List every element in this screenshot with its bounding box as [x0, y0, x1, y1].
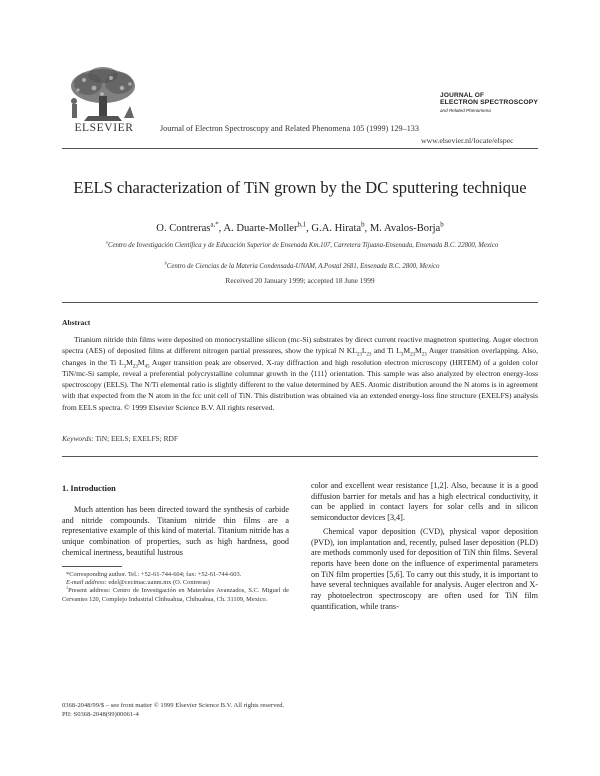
- author-list: O. Contreras$^{a,*}$, A. Duarte-Moller$^{b,1}$, G.A. Hirata$^b$, M. Avalos-Borja$^b$: [156, 221, 444, 234]
- abstract-rule-bottom: [62, 456, 538, 457]
- column-left: [62, 505, 289, 559]
- journal-url[interactable]: www.elsevier.nl/locate/elspec: [421, 136, 514, 145]
- intro-paragraph-3: Chemical vapor deposition (CVD), physical vapor deposition (PVD), ion implantation and, recently, pulsed laser deposition (PLD) are methods commonly used for deposition of TiN thin films. Several reports have been done on the influence of experimental parameters on TiN film properties [5,6]. To carry out this study, it is important to have several techniques available for analysis. Auger electron and X-ray photoelectron spectroscopy are often used for TiN film quantification, while trans-: [311, 526, 538, 611]
- header-rule: [62, 148, 538, 149]
- paper-title: EELS characterization of TiN grown by the DC sputtering technique: [73, 178, 527, 197]
- abstract-rule-top: [62, 302, 538, 303]
- affiliation-a: $^a$Centro de Investigación Científica y de Educación Superior de Ensenada Km.107, Carretera Tijuana-Ensenada, Ensenada B.C. 22800, Mexico: [105, 239, 499, 249]
- brand-line-3: and Related Phenomena: [440, 108, 491, 113]
- elsevier-tree-logo: [64, 66, 142, 122]
- abstract-heading: Abstract: [62, 318, 91, 327]
- column-right: [311, 481, 538, 612]
- keywords-label: Keywords:: [62, 434, 94, 443]
- intro-paragraph-2: color and excellent wear resistance [1,2]. Also, because it is a good diffusion barrier for metals and has a high electrical conductivity, it can be applied in contact layers for solar cells and in silicon semiconductor devices [3,4].: [311, 481, 538, 523]
- footnote-email: E-mail address: edel@cecimac.uanm.mx (O. Contreras): [66, 579, 210, 587]
- abstract-text: Titanium nitride thin films were deposited on monocrystalline silicon (mc-Si) substrates by direct current reactive magnetron sputtering. Auger electron spectra (AES) of deposited films at different nitrogen partial pressures, show the typical N $KL_{23}L_{23}$ and Ti $L_3M_{23}M_{23}$ Auger transition overlapping. Also, changes in the Ti $L_3M_{23}M_{45}$ Auger transition peak are observed. X-ray diffraction and high resolution electron microscopy (HRTEM) of a golden color TiN/mc-Si sample, reveal a preferential polycrystalline columnar growth in the ⟨111⟩ orientation. This sample was also analyzed by electron energy-loss spectroscopy (EELS). The N/Ti elemental ratio is slightly different to the value determined by AES. Atomic distribution around the N atoms is in agreement with that expected from the N atom in the fcc unit cell of TiN. This distribution was obtained via an extended energy-loss fine structure (EXELFS) analysis from EELS spectra. © 1999 Elsevier Science B.V. All rights reserved.: [62, 335, 539, 412]
- footnote-present-address: $^1$Present address: Centro de Investigación en Materiales Avanzados, S.C. Miguel de Cervantes 120, Complejo Industrial Chihuahua, Chihuahua, Ch. 31109, Mexico.: [62, 585, 289, 603]
- section-heading: 1. Introduction: [62, 484, 116, 493]
- journal-citation: Journal of Electron Spectroscopy and Related Phenomena 105 (1999) 129–133: [160, 124, 419, 133]
- keywords: [62, 434, 178, 443]
- keywords-list: TiN; EELS; EXELFS; RDF: [95, 434, 178, 443]
- footnote-corresponding: *Corresponding author. Tel.: +52-61-744-604; fax: +52-61-744-603.: [66, 571, 242, 578]
- footnote-rule: [62, 566, 122, 567]
- footnotes: [62, 571, 289, 604]
- received-dates: Received 20 January 1999; accepted 18 June 1999: [225, 276, 375, 285]
- brand-line-1: JOURNAL OF: [440, 92, 485, 99]
- publisher-name: ELSEVIER: [74, 122, 134, 134]
- footer-copyright: 0368-2048/99/$ – see front matter © 1999 Elsevier Science B.V. All rights reserved.: [62, 702, 285, 709]
- affiliation-b: $^b$Centro de Ciencias de la Materia Condensada-UNAM, A.Postal 2681, Ensenada B.C. 2800, Mexico: [164, 260, 440, 270]
- journal-brand: [440, 92, 550, 113]
- intro-paragraph-1: Much attention has been directed toward the synthesis of carbide and nitride compounds. Titanium nitride thin films are a representative example of this kind of material. Titanium nitride has a unique combination of properties, such as high hardness, good chemical inertness, beautiful lustrous: [62, 505, 289, 557]
- tree-icon: [64, 66, 142, 122]
- page-footer: [62, 701, 284, 719]
- brand-line-2: ELECTRON SPECTROSCOPY: [440, 99, 539, 107]
- footer-pii: PII: S0368-2048(99)00061-4: [62, 711, 139, 718]
